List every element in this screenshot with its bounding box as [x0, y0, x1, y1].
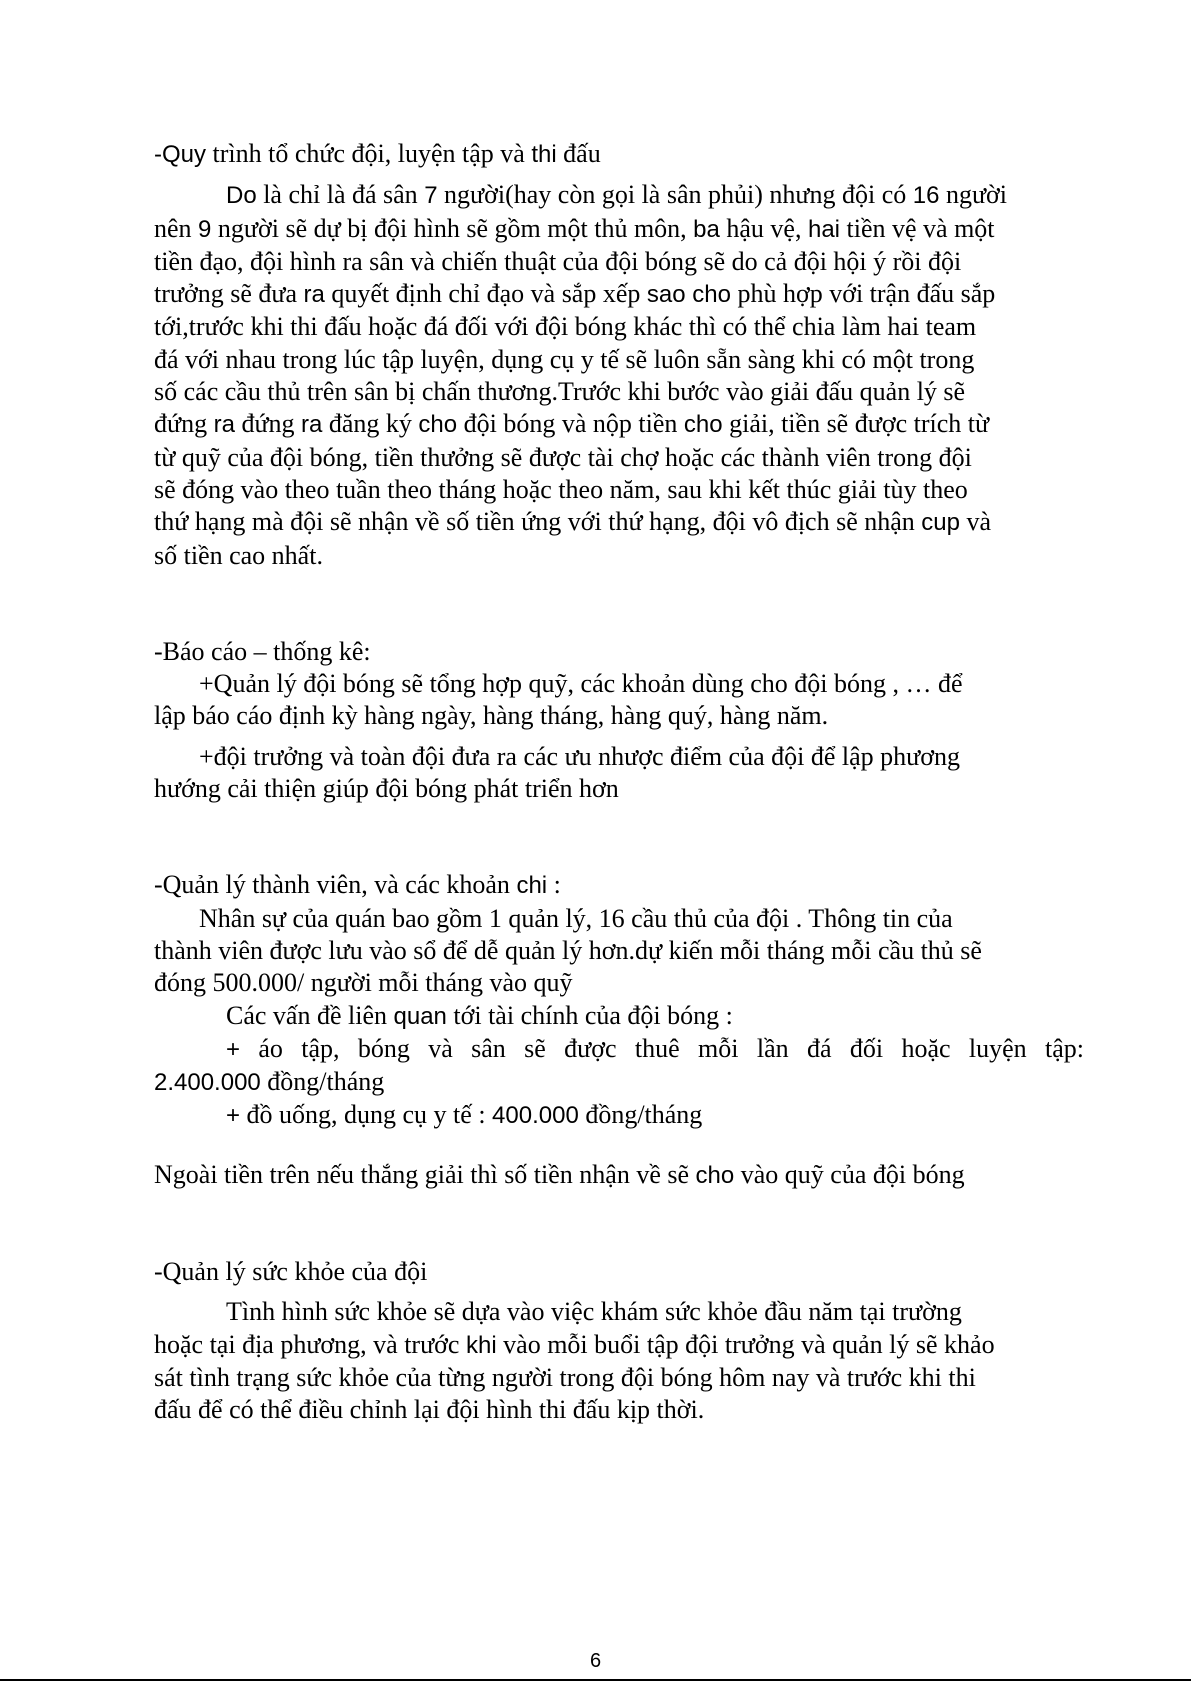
section-heading-members: -Quản lý thành viên, và các khoản chi : — [154, 870, 561, 900]
text-line: đóng 500.000/ người mỗi tháng vào quỹ — [154, 968, 573, 998]
footer-rule — [0, 1679, 1191, 1681]
page-content — [154, 138, 1084, 1427]
text-line: đấu để có thể điều chỉnh lại đội hình thi đấu kịp thời. — [154, 1395, 705, 1425]
health-paragraph — [154, 1296, 1084, 1426]
text-line: lập báo cáo định kỳ hàng ngày, hàng tháng, hàng quý, hàng năm. — [154, 701, 829, 731]
text-line: hoặc tại địa phương, và trước khi vào mỗi buổi tập đội trưởng và quản lý sẽ khảo — [154, 1329, 995, 1359]
text-line: Nhân sự của quán bao gồm 1 quản lý, 16 cầu thủ của đội . Thông tin của — [199, 903, 953, 933]
text-line: Tình hình sức khỏe sẽ dựa vào việc khám sức khỏe đầu năm tại trường — [226, 1297, 962, 1327]
text-line: + áo tập, bóng và sân sẽ được thuê mỗi lần đá đối hoặc luyện tập: — [226, 1033, 1084, 1063]
members-paragraph — [154, 903, 1084, 1000]
section-heading-report: -Báo cáo – thống kê: — [154, 636, 371, 666]
text-line: số tiền cao nhất. — [154, 540, 323, 570]
text-line: đứng ra đứng ra đăng ký cho đội bóng và nộp tiền cho giải, tiền sẽ được trích từ — [154, 409, 990, 439]
text-line: trưởng sẽ đưa ra quyết định chỉ đạo và sắp xếp sao cho phù hợp với trận đấu sắp — [154, 279, 996, 309]
text-line: đá với nhau trong lúc tập luyện, dụng cụ y tế sẽ luôn sẵn sàng khi có một trong — [154, 344, 975, 374]
text-line: nên 9 người sẽ dự bị đội hình sẽ gồm một thủ môn, ba hậu vệ, hai tiền vệ và một — [154, 213, 995, 243]
process-paragraph — [154, 179, 1084, 572]
finance-intro: Các vấn đề liên quan tới tài chính của đội bóng : — [226, 1000, 733, 1030]
prize-note: Ngoài tiền trên nếu thắng giải thì số tiền nhận về sẽ cho vào quỹ của đội bóng — [154, 1159, 965, 1189]
text-line: hướng cải thiện giúp đội bóng phát triển hơn — [154, 774, 619, 804]
text-line: Do là chỉ là đá sân 7 người(hay còn gọi là sân phủi) nhưng đội có 16 người — [226, 180, 1008, 210]
section-heading-health: -Quản lý sức khỏe của đội — [154, 1257, 428, 1287]
finance-item-equipment — [154, 1033, 1084, 1100]
report-paragraph-2 — [154, 741, 1084, 806]
text-line: từ quỹ của đội bóng, tiền thưởng sẽ được tài chợ hoặc các thành viên trong đội — [154, 442, 972, 472]
text-line: 2.400.000 đồng/tháng — [154, 1067, 385, 1097]
text-line: tới,trước khi thi đấu hoặc đá đối với đội bóng khác thì có thể chia làm hai team — [154, 312, 977, 342]
text-line: tiền đạo, đội hình ra sân và chiến thuật của đội bóng sẽ do cả đội hội ý rồi đội — [154, 246, 962, 276]
text-line: thứ hạng mà đội sẽ nhận về số tiền ứng với thứ hạng, đội vô địch sẽ nhận cup và — [154, 507, 992, 537]
page-number: 6 — [589, 1650, 602, 1672]
text-line: số các cầu thủ trên sân bị chấn thương.Trước khi bước vào giải đấu quản lý sẽ — [154, 377, 966, 407]
text-line: sẽ đóng vào theo tuần theo tháng hoặc theo năm, sau khi kết thúc giải tùy theo — [154, 474, 968, 504]
finance-item-drinks: + đồ uống, dụng cụ y tế : 400.000 đồng/tháng — [226, 1100, 703, 1130]
text-line: thành viên được lưu vào sổ để dễ quản lý hơn.dự kiến mỗi tháng mỗi cầu thủ sẽ — [154, 935, 982, 965]
text-line: +Quản lý đội bóng sẽ tổng hợp quỹ, các khoản dùng cho đội bóng , … để — [199, 669, 963, 699]
text-line: +đội trưởng và toàn đội đưa ra các ưu nhược điểm của đội để lập phương — [199, 741, 960, 771]
section-heading-process: -Quy trình tổ chức đội, luyện tập và thi đấu — [154, 139, 601, 168]
text-line: sát tình trạng sức khỏe của từng người trong đội bóng hôm nay và trước khi thi — [154, 1362, 976, 1392]
report-paragraph-1 — [154, 668, 1084, 733]
